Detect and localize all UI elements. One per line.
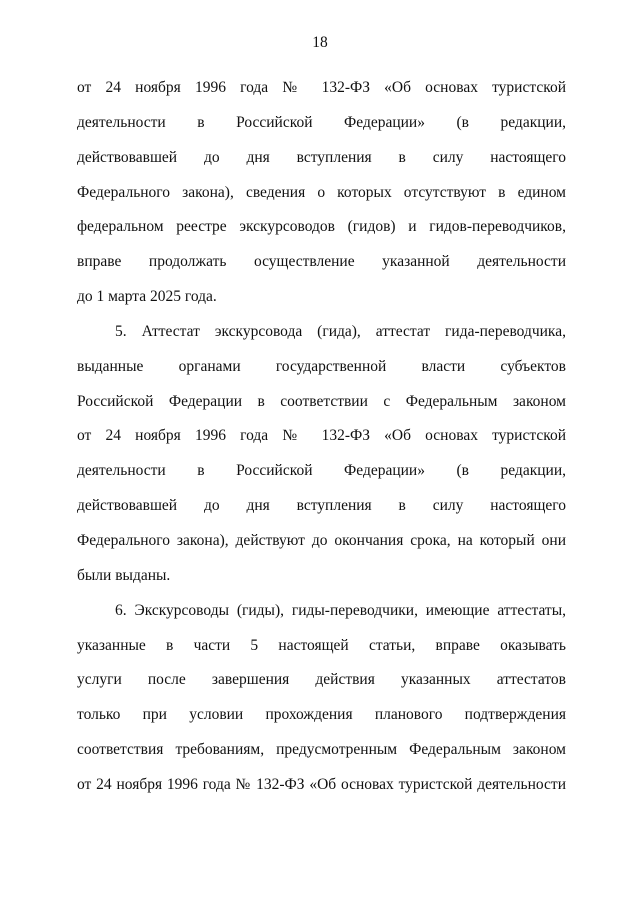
text-line: Федерального закона), действуют до окончания срока, на который они <box>77 531 566 549</box>
text-line: указанные в части 5 настоящей статьи, вправе оказывать <box>77 636 566 654</box>
text-line: только при условии прохождения планового подтверждения <box>77 706 566 724</box>
text-line: были выданы. <box>77 566 171 584</box>
text-line: действовавшей до дня вступления в силу настоящего <box>77 148 566 166</box>
text-line: Российской Федерации в соответствии с Федеральным законом <box>77 392 566 410</box>
text-line: деятельности в Российской Федерации» (в редакции, <box>77 462 566 480</box>
page-number: 18 <box>312 34 328 51</box>
text-line: действовавшей до дня вступления в силу настоящего <box>77 497 566 515</box>
paragraph-6-first-line: 6. Экскурсоводы (гиды), гиды-переводчики, имеющие аттестаты, <box>115 601 566 619</box>
text-line: от 24 ноября 1996 года № 132-ФЗ «Об основах туристской деятельности <box>77 775 566 793</box>
text-line: от 24 ноября 1996 года № 132-ФЗ «Об основах туристской <box>77 79 566 96</box>
text-line: выданные органами государственной власти субъектов <box>77 357 566 375</box>
body-text <box>77 71 566 803</box>
text-line: вправе продолжать осуществление указанной деятельности <box>77 253 566 271</box>
paragraph-5-first-line: 5. Аттестат экскурсовода (гида), аттестат гида-переводчика, <box>115 322 566 340</box>
text-line: соответствия требованиям, предусмотренным Федеральным законом <box>77 741 566 759</box>
text-line: до 1 марта 2025 года. <box>77 288 217 306</box>
text-line: федеральном реестре экскурсоводов (гидов) и гидов-переводчиков, <box>77 218 566 236</box>
text-line: Федерального закона), сведения о которых отсутствуют в едином <box>77 183 566 201</box>
text-line: от 24 ноября 1996 года № 132-ФЗ «Об основах туристской <box>77 427 566 445</box>
text-line: услуги после завершения действия указанных аттестатов <box>77 671 566 689</box>
text-line: деятельности в Российской Федерации» (в редакции, <box>77 113 566 131</box>
